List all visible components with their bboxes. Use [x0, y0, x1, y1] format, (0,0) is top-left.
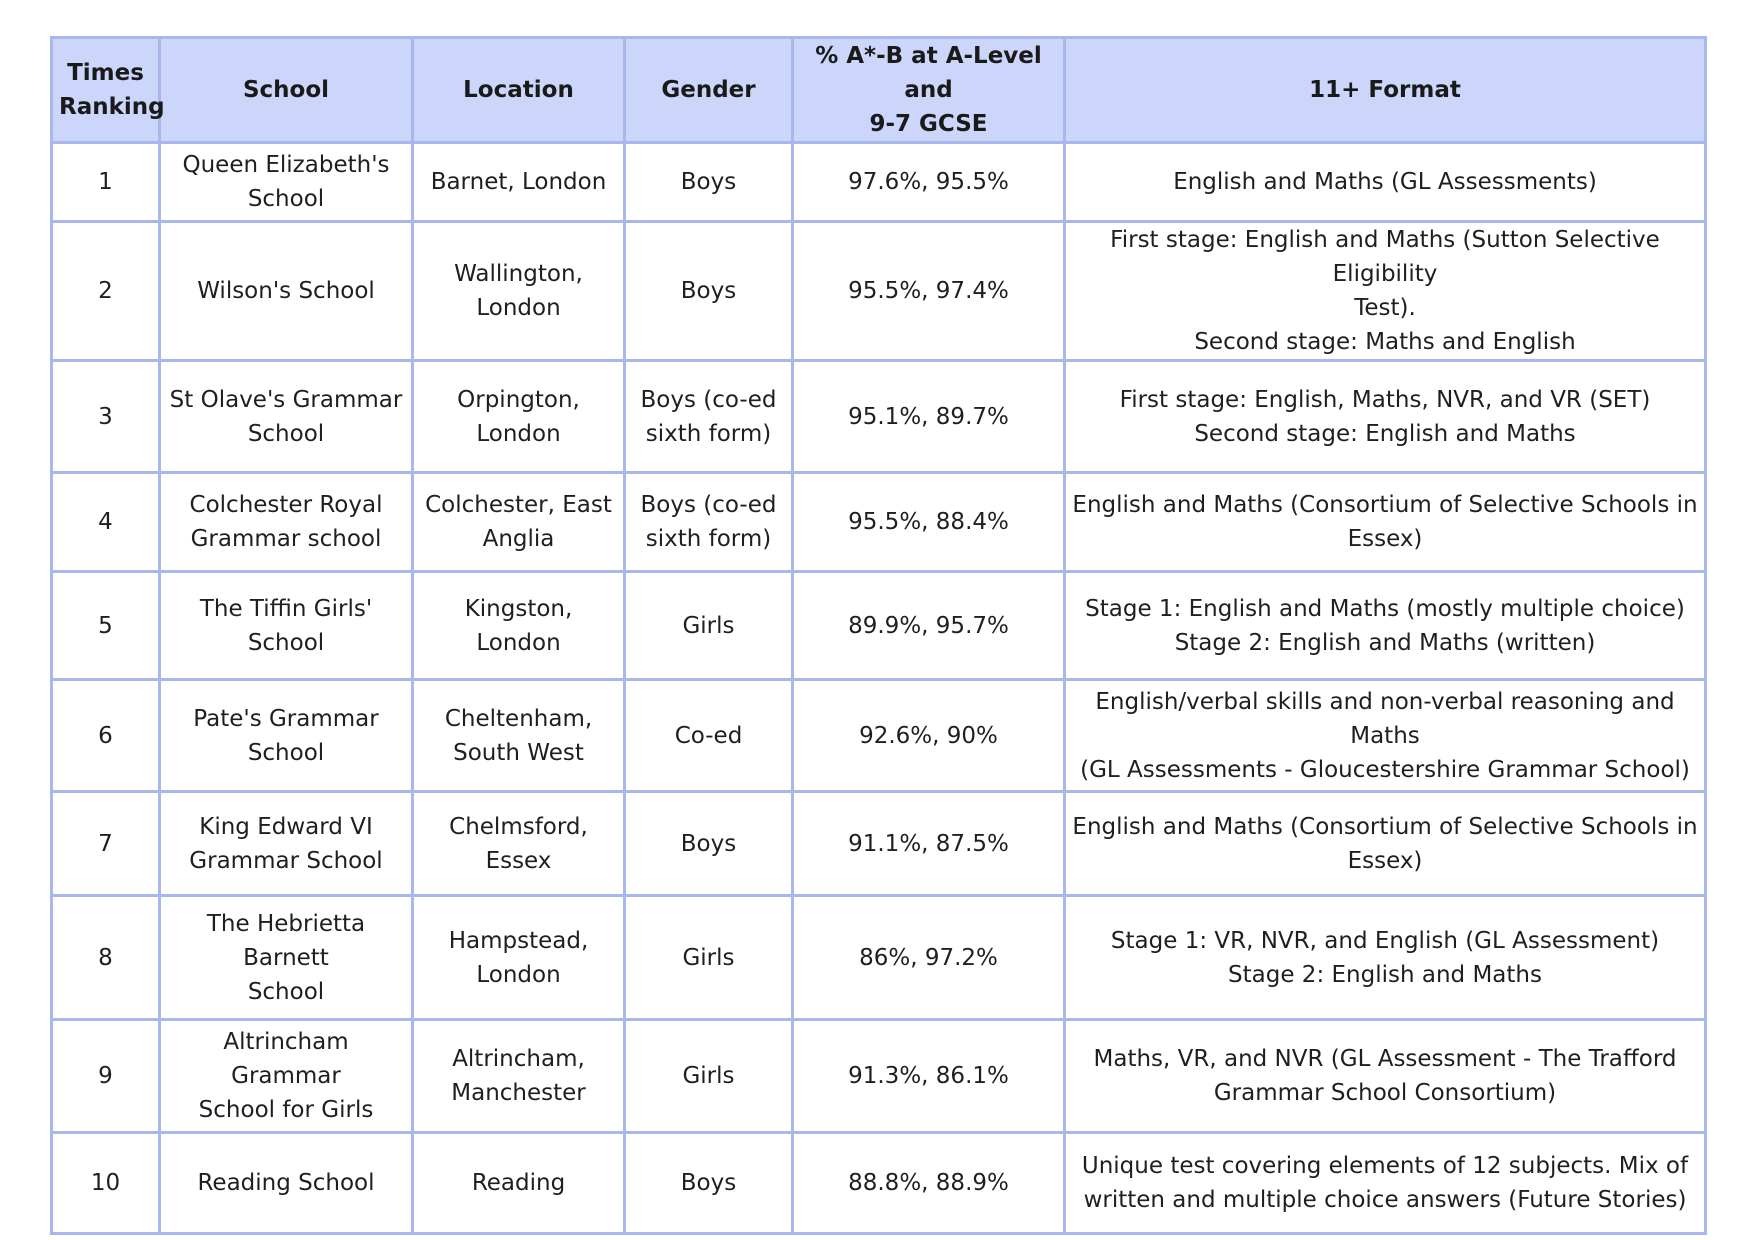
cell-format: Unique test covering elements of 12 subjects. Mix of written and multiple choice answers (Future Stories) [1065, 1133, 1706, 1234]
schools-ranking-table [50, 36, 1707, 1235]
cell-ranking: 7 [52, 792, 160, 896]
table-row [52, 792, 1706, 896]
cell-gender: Boys [625, 792, 793, 896]
cell-ranking: 9 [52, 1020, 160, 1133]
cell-format: English and Maths (Consortium of Selective Schools in Essex) [1065, 473, 1706, 572]
table-row [52, 572, 1706, 680]
cell-ranking: 1 [52, 143, 160, 222]
cell-location: Chelmsford, Essex [413, 792, 625, 896]
cell-format: English and Maths (Consortium of Selective Schools in Essex) [1065, 792, 1706, 896]
cell-results: 95.5%, 97.4% [793, 222, 1065, 361]
cell-format: Stage 1: English and Maths (mostly multiple choice) Stage 2: English and Maths (written) [1065, 572, 1706, 680]
header-times-ranking: Times Ranking [52, 38, 160, 143]
cell-ranking: 5 [52, 572, 160, 680]
table-row [52, 222, 1706, 361]
cell-gender: Girls [625, 572, 793, 680]
cell-gender: Boys (co-ed sixth form) [625, 473, 793, 572]
cell-location: Colchester, East Anglia [413, 473, 625, 572]
cell-results: 86%, 97.2% [793, 896, 1065, 1020]
cell-ranking: 10 [52, 1133, 160, 1234]
cell-gender: Girls [625, 896, 793, 1020]
cell-format: English/verbal skills and non-verbal reasoning and Maths (GL Assessments - Gloucestershire Grammar School) [1065, 680, 1706, 792]
cell-format: First stage: English and Maths (Sutton Selective Eligibility Test). Second stage: Maths and English [1065, 222, 1706, 361]
table-row [52, 896, 1706, 1020]
cell-gender: Boys [625, 1133, 793, 1234]
cell-location: Orpington, London [413, 361, 625, 473]
cell-school: Colchester Royal Grammar school [160, 473, 413, 572]
cell-gender: Boys [625, 222, 793, 361]
cell-format: First stage: English, Maths, NVR, and VR (SET) Second stage: English and Maths [1065, 361, 1706, 473]
cell-gender: Boys (co-ed sixth form) [625, 361, 793, 473]
table-row [52, 361, 1706, 473]
cell-ranking: 4 [52, 473, 160, 572]
cell-results: 92.6%, 90% [793, 680, 1065, 792]
header-gender: Gender [625, 38, 793, 143]
cell-format: Stage 1: VR, NVR, and English (GL Assessment) Stage 2: English and Maths [1065, 896, 1706, 1020]
cell-ranking: 2 [52, 222, 160, 361]
cell-results: 88.8%, 88.9% [793, 1133, 1065, 1234]
cell-school: The Tiffin Girls' School [160, 572, 413, 680]
table-row [52, 143, 1706, 222]
cell-gender: Boys [625, 143, 793, 222]
cell-school: Queen Elizabeth's School [160, 143, 413, 222]
header-school: School [160, 38, 413, 143]
cell-school: Pate's Grammar School [160, 680, 413, 792]
cell-results: 91.3%, 86.1% [793, 1020, 1065, 1133]
table-row [52, 680, 1706, 792]
cell-gender: Girls [625, 1020, 793, 1133]
cell-location: Reading [413, 1133, 625, 1234]
cell-format: English and Maths (GL Assessments) [1065, 143, 1706, 222]
cell-results: 89.9%, 95.7% [793, 572, 1065, 680]
cell-results: 91.1%, 87.5% [793, 792, 1065, 896]
cell-school: King Edward VI Grammar School [160, 792, 413, 896]
header-row [52, 38, 1706, 143]
cell-location: Cheltenham, South West [413, 680, 625, 792]
cell-gender: Co-ed [625, 680, 793, 792]
table-row [52, 1133, 1706, 1234]
header-results: % A*-B at A-Level and 9-7 GCSE [793, 38, 1065, 143]
cell-school: Reading School [160, 1133, 413, 1234]
header-11plus-format: 11+ Format [1065, 38, 1706, 143]
cell-location: Barnet, London [413, 143, 625, 222]
cell-ranking: 6 [52, 680, 160, 792]
cell-ranking: 3 [52, 361, 160, 473]
cell-school: Wilson's School [160, 222, 413, 361]
header-location: Location [413, 38, 625, 143]
cell-school: The Hebrietta Barnett School [160, 896, 413, 1020]
cell-results: 95.1%, 89.7% [793, 361, 1065, 473]
cell-results: 95.5%, 88.4% [793, 473, 1065, 572]
cell-format: Maths, VR, and NVR (GL Assessment - The Trafford Grammar School Consortium) [1065, 1020, 1706, 1133]
cell-results: 97.6%, 95.5% [793, 143, 1065, 222]
cell-ranking: 8 [52, 896, 160, 1020]
table-row [52, 473, 1706, 572]
cell-school: Altrincham Grammar School for Girls [160, 1020, 413, 1133]
cell-location: Kingston, London [413, 572, 625, 680]
cell-school: St Olave's Grammar School [160, 361, 413, 473]
table-row [52, 1020, 1706, 1133]
cell-location: Hampstead, London [413, 896, 625, 1020]
cell-location: Wallington, London [413, 222, 625, 361]
cell-location: Altrincham, Manchester [413, 1020, 625, 1133]
